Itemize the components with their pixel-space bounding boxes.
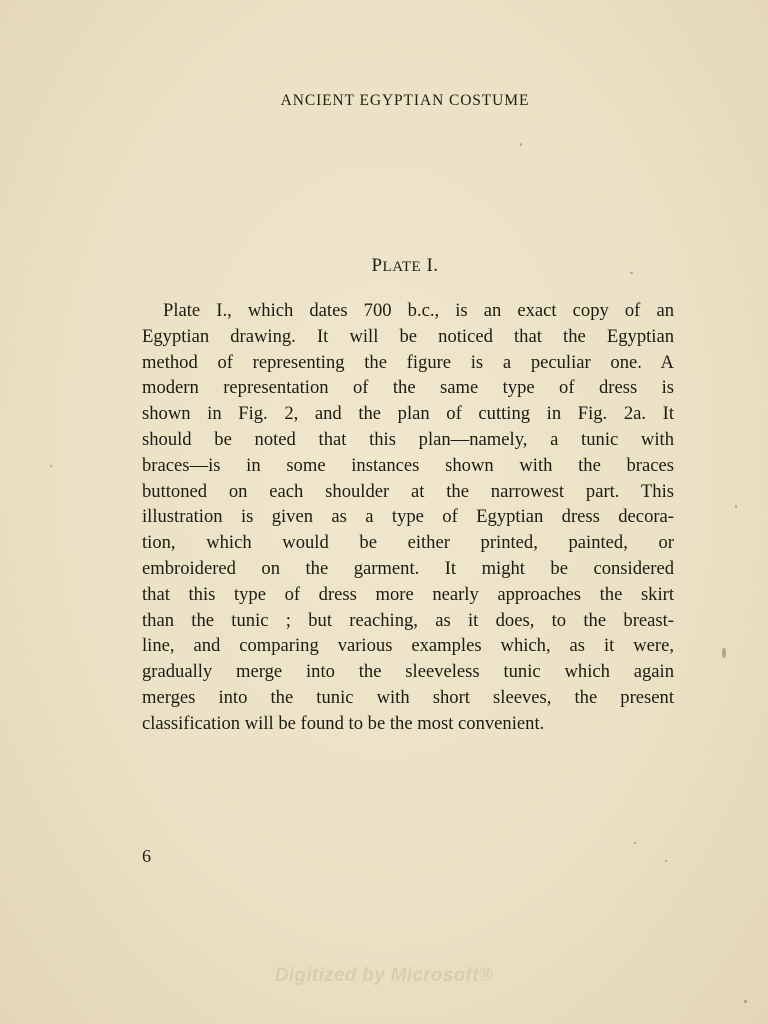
text-line: that this type of dress more nearly approaches the skirt: [142, 583, 674, 605]
paper-speck: [665, 860, 667, 862]
text-line: than the tunic ; but reaching, as it does, to the breast-: [142, 609, 674, 631]
body-paragraph: [142, 298, 674, 737]
text-line: classification will be found to be the most convenient.: [142, 712, 545, 734]
text-line: should be noted that this plan—namely, a tunic with: [142, 428, 674, 450]
text-line: method of representing the figure is a peculiar one. A: [142, 351, 674, 373]
page-number: 6: [142, 846, 151, 866]
text-line: shown in Fig. 2, and the plan of cutting in Fig. 2a. It: [142, 403, 674, 425]
text-line: buttoned on each shoulder at the narrowest part. This: [142, 480, 674, 502]
text-line: gradually merge into the sleeveless tunic which again: [142, 661, 674, 683]
plate-title-numeral: I.: [421, 255, 439, 276]
paper-speck: [50, 465, 52, 467]
paper-speck: [630, 272, 633, 274]
running-head: ANCIENT EGYPTIAN COSTUME: [280, 92, 530, 109]
text-line: Plate I., which dates 700 b.c., is an exact copy of an: [163, 300, 674, 321]
paper-speck: [520, 143, 522, 146]
plate-title-smallcaps: LATE: [382, 259, 422, 275]
text-line: modern representation of the same type of dress is: [142, 377, 674, 399]
text-line: braces—is in some instances shown with the braces: [142, 454, 674, 476]
text-line: merges into the tunic with short sleeves, the present: [142, 686, 674, 708]
text-line: embroidered on the garment. It might be considered: [142, 557, 674, 579]
paper-speck: [722, 648, 726, 658]
paper-speck: [735, 505, 737, 508]
plate-title: [0, 255, 768, 277]
paper-speck: [744, 1000, 747, 1003]
digitization-watermark: Digitized by Microsoft®: [274, 965, 494, 986]
paper-speck: [634, 842, 636, 844]
plate-title-initial: P: [371, 255, 383, 276]
text-line: Egyptian drawing. It will be noticed that the Egyptian: [142, 325, 674, 347]
text-line: line, and comparing various examples which, as it were,: [142, 635, 674, 657]
text-line: tion, which would be either printed, painted, or: [142, 532, 674, 554]
text-line: illustration is given as a type of Egyptian dress decora-: [142, 506, 674, 528]
